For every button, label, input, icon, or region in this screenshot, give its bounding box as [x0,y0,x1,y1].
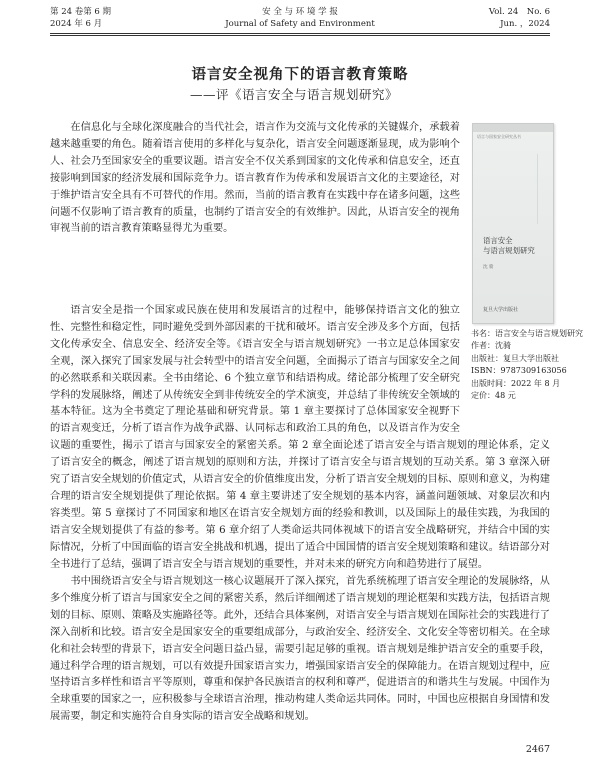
header-rule-thin [50,35,550,36]
cover-decoration [511,154,538,224]
cover-band [473,124,553,132]
article-title: 语言安全视角下的语言教育策略 [191,66,409,83]
book-author: 作者：沈骑 [471,341,511,351]
header-right [489,6,550,30]
volume-issue-en: Vol. 24 No. 6 [488,7,550,17]
issue-date-cn: 2024 年 6 月 [50,19,103,29]
journal-name-en: Journal of Safety and Environment [225,19,375,29]
running-header [50,6,550,32]
journal-name-cn: 安 全 与 环 境 学 报 [262,7,338,17]
header-rule [50,33,550,34]
article-subtitle: ——评《语言安全与语言规划研究》 [190,87,399,102]
book-publisher: 出版社：复旦大学出版社 [471,353,559,363]
cover-title [483,236,545,256]
book-date: 出版时间：2022 年 8 月 [471,378,561,388]
book-price: 定价：48 元 [471,391,516,401]
book-name: 书名：语言安全与语言规划研究 [471,329,583,338]
paragraph-1: 在信息化与全球化深度融合的当代社会，语言作为交流与文化传承的关键媒介，承载着越来越重要的角色。随着语言使用的多样化与复杂化，语言安全问题逐渐显现，成为影响个人、社会乃至国家安全的重要议题。语言安全不仅关系到国家的文化传承和信息安全，还直接影响到国家的经济发展和国际竞争力。语言教育作为传承和发展语言文化的主要途径，对于维护语言安全具有不可替代的作用。然而，当前的语言教育在实践中存在诸多问题，这些问题不仅影响了语言教育的质量，也制约了语言安全的有效维护。因此，从语言安全的视角审视当前的语言教育策略显得尤为重要。 [50,122,460,235]
page-number: 2467 [525,744,550,755]
cover-author: 沈 骑 [483,265,494,270]
cover-series: 语言与国家安全研究丛书 [477,134,521,139]
header-center [50,6,550,30]
paragraph-2: 语言安全是指一个国家或民族在使用和发展语言的过程中，能够保持语言文化的独立性、完整性和稳定性，同时避免受到外部因素的干扰和破坏。语言安全涉及多个方面，包括文化传承安全、信息安全、经济安全等。《语言安全与语言规划研究》一书立足总体国家安全观，深入探究了国家发展与社会转型中的语言安全问题，全面揭示了语言与国家安全之间的必然联系和关联因素。全书由绪论、6 个独立章节和结语构成。绪论部分梳理了安全研究学科的发展脉络，阐述了从传统安全到非传统安全的学术演变，并总结了非传统安全领域的基本特征。这为全书奠定了理论基础和研究背景。第 1 章主要探讨了总体国家安全视野下的语言观变迁，分析了语言作为战争武器、认同标志和政治工具的角色，以及语言作为安全 议题的重要性，揭示了语言与国家安全的紧密关系。第 2 章全面论述了语言安全与语言规划的理论体系，定义了语言安全的概念，阐述了语言规划的原则和方法，并探讨了语言安全与语言规划的互动关系。第 3 章深入研究了语言安全规划的价值定式，从语言安全的价值维度出发，分析了语言安全规划的目标、原则和意义，为构建合理的语言安全规划提供了理论依据。第 4 章主要讲述了安全规划的基本内容，涵盖问题领域、对象层次和内容类型。第 5 章探讨了不同国家和地区在语言安全规划方面的经验和教训，以及国际上的最佳实践，为我国的语言安全规划提供了有益的参考。第 6 章介绍了人类命运共同体视域下的语言安全战略研究，并结合中国的实际情况，分析了中国面临的语言安全挑战和机遇，提出了适合中国国情的语言安全规划策略和建议。结语部分对全书进行了总结，强调了语言安全与语言规划的重要性，并对未来的研究方向和趋势进行了展望。 [50,305,550,570]
cover-title-line2: 与语言规划研究 [483,246,535,255]
book-isbn: ISBN：9787309163056 [471,366,567,376]
paragraph-3: 书中围绕语言安全与语言规划这一核心议题展开了深入探究，首先系统梳理了语言安全理论的发展脉络，从多个维度分析了语言与国家安全之间的紧密关系，然后详细阐述了语言规划的理论框架和实践方法，包括语言规划的目标、原则、策略及实施路径等。此外，还结合具体案例，对语言安全与语言规划在国际社会的实践进行了深入剖析和比较。语言安全是国家安全的重要组成部分，与政治安全、经济安全、文化安全等密切相关。在全球化和社会转型的背景下，语言安全问题日益凸显，需要引起足够的重视。语言规划是维护语言安全的重要手段，通过科学合理的语言规划，可以有效提升国家语言实力，增强国家语言安全的保障能力。在语言规划过程中，应坚持语言多样性和语言平等原则，尊重和保护各民族语言的权利和尊严，促进语言的和谐共生与发展。中国作为全球重要的国家之一，应积极参与全球语言治理，推动构建人类命运共同体。同时，中国也应根据自身国情和发展需要，制定和实施符合自身实际的语言安全战略和规划。 [50,576,550,723]
book-cover [472,123,554,324]
cover-publisher: 复旦大学出版社 [483,307,519,313]
cover-title-line1: 语言安全 [483,236,513,245]
volume-issue: 第 24 卷第 6 期 [50,7,112,17]
issue-date-en: Jun. ，2024 [500,19,550,29]
